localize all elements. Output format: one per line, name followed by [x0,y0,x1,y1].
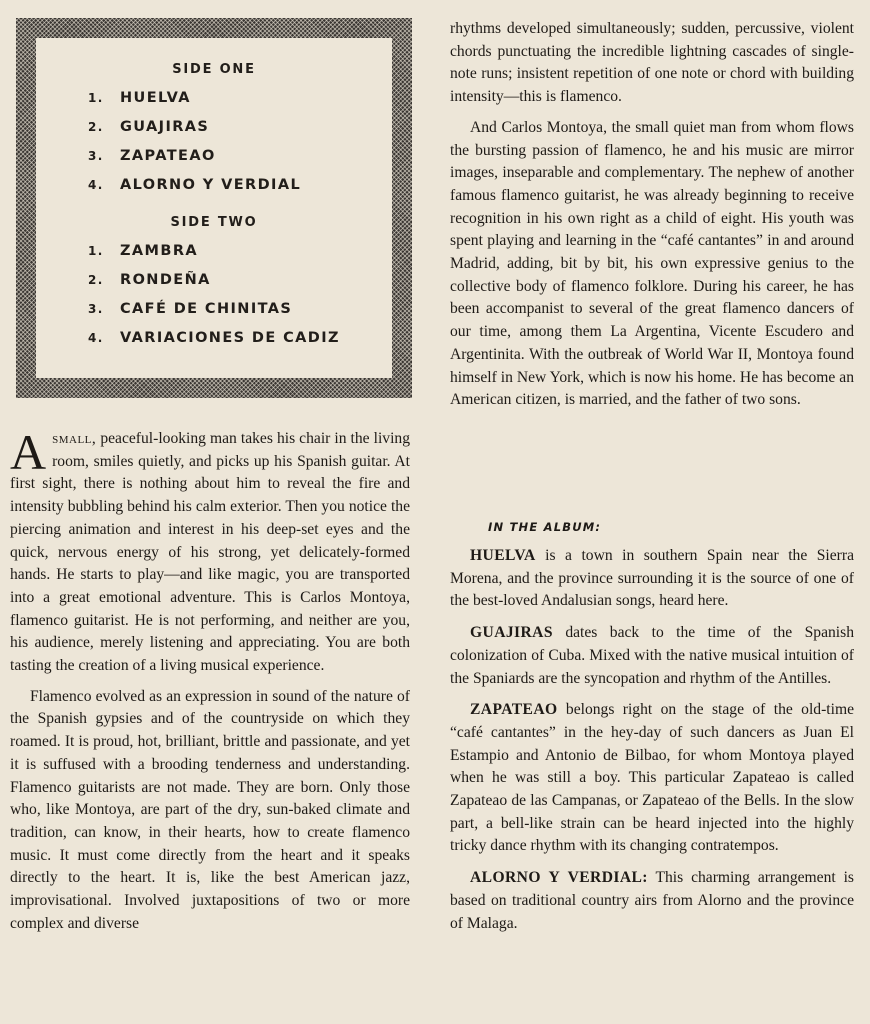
side-two-heading: SIDE TWO [170,215,258,230]
note-huelva [450,545,854,613]
note-text: belongs right on the stage of the old-time “café cantantes” in the hey-day of such dancers as Juan El Estampio and Antonio de Bilbao, for whom Montoya played when he was still a boy. This particular Zapateao is called Zapateao de las Campanas, or Zapateao of the Bells. In the slow part, a bell-like strain can be heard injected into the highly tricky dance rhythm with its changing contratempos. [450,701,854,855]
track-number: 1. [88,91,104,105]
track-item [36,242,392,271]
track-title: CAFÉ DE CHINITAS [120,301,293,317]
track-title: ZAMBRA [120,243,199,259]
note-zapateao [450,699,854,858]
track-number: 3. [88,149,104,163]
track-number: 2. [88,273,104,287]
note-text: dates back to the time of the Spanish colonization of Cuba. Mixed with the native musical intuition of the Spaniards are the syncopation and rhythm of the Antilles. [450,624,854,687]
tracklist-box [16,18,412,398]
intro-text: peaceful-looking man takes his chair in the living room, smiles quietly, and picks up his Spanish guitar. At first sight, there is nothing about him to reveal the fire and intensity bubbling behind his calm exterior. Then you notice the piercing animation and interest in his deep-set eyes and the quick, nervous energy of his strong, yet delicately-formed hands. He starts to play—and like magic, you are transported into a great emotional adventure. This is Carlos Montoya, flamenco guitarist. He is not performing, and neither are you, his audience, merely listening and appreciating. You are both tasting the creation of a living musical experience. [10,430,410,675]
track-item [36,271,392,300]
side-one-heading: SIDE ONE [172,62,256,77]
note-alorno [450,867,854,935]
flamenco-paragraph: Flamenco evolved as an expression in sound of the nature of the Spanish gypsies and of the countryside on which they roamed. It is proud, hot, brilliant, brittle and passionate, and yet it is suffused with a brooding tenderness and understanding. Flamenco guitarists are not made. They are born. Only those who, like Montoya, are part of the dry, sun-baked climate and tradition, can know, in their hearts, how to create flamenco music. It must come directly from the heart and it speaks directly to the heart. It is, like the best American jazz, improvisational. Involved juxtapositions of two or more complex and diverse [10,687,410,932]
note-keyword: GUAJIRAS [470,624,553,642]
track-item [36,89,392,118]
track-number: 3. [88,302,104,316]
track-number: 4. [88,331,104,345]
rhythms-paragraph: rhythms developed simultaneously; sudden, percussive, violent chords punctuating the incredible lightning cascades of single-note runs; insistent repetition of one note or chord with building intensity—this is flamenco. [450,20,854,106]
album-heading: IN THE ALBUM: [488,520,602,534]
note-keyword: HUELVA [470,547,536,564]
track-item [36,118,392,147]
montoya-paragraph: And Carlos Montoya, the small quiet man from whom flows the bursting passion of flamenco, he and his music are mirror images, inseparable and complementary. The nephew of another famous flamenco guitarist, he was already beginning to receive recognition in his own right as a child of eight. His youth was spent playing and learning in the “café cantantes” in and around Madrid, adding, bit by bit, his own expressive genius to the collective body of flamenco folklore. During his career, he has been accompanist to several of the great flamenco dancers of our time, among them La Argentina, Vicente Escudero and Argentinita. With the outbreak of World War II, Montoya found himself in New York, which is now his home. He has become an American citizen, is married, and the father of two sons. [450,118,854,409]
track-item [36,329,392,358]
track-title: GUAJIRAS [120,119,210,135]
note-text: This charming arrangement is based on traditional country airs from Alorno and the province of Malaga. [450,869,854,932]
track-title: HUELVA [120,90,191,106]
album-notes [450,545,854,935]
intro-smallcaps: small, [52,430,97,447]
track-title: ZAPATEAO [120,148,216,164]
drop-cap: A [10,424,47,480]
track-title: ALORNO Y VERDIAL [120,177,302,193]
right-column-text [450,18,854,412]
track-item [36,300,392,329]
track-item [36,176,392,205]
track-title: VARIACIONES DE CADIZ [120,330,340,346]
tracklist-panel [36,38,392,378]
track-title: RONDEÑA [120,272,211,288]
note-guajiras [450,622,854,690]
intro-paragraph [10,424,410,678]
left-column-text [10,424,410,935]
track-item [36,147,392,176]
note-keyword: ZAPATEAO [470,701,558,719]
track-number: 2. [88,120,104,134]
note-keyword: ALORNO Y VERDIAL: [470,869,648,887]
track-number: 4. [88,178,104,192]
note-text: is a town in southern Spain near the Sierra Morena, and the province surrounding it is the source of one of the best-loved Andalusian songs, heard here. [450,547,854,610]
track-number: 1. [88,244,104,258]
